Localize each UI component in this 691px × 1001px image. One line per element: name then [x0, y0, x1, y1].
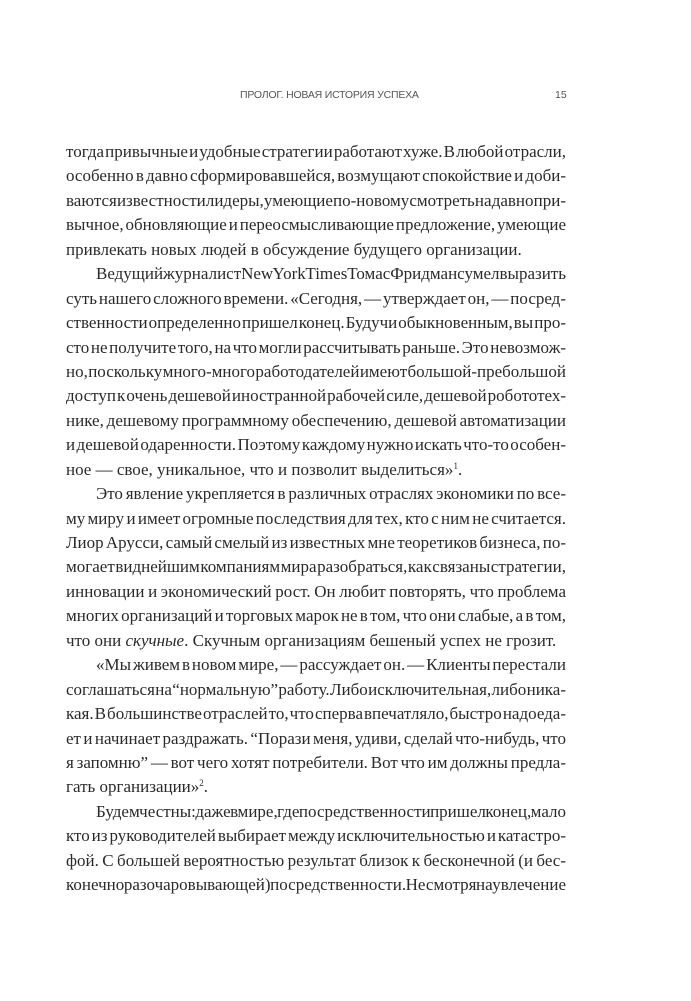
text-line: тогда привычные и удобные стратегии работают хуже. В любой отрасли, [66, 142, 566, 161]
paragraph-1 [66, 140, 566, 262]
footnote-marker[interactable]: 1 [453, 460, 458, 471]
text-line: соглашаться на “нормальную” работу. Либо исключительная, либо ника- [66, 679, 567, 699]
text-line [66, 775, 566, 799]
text-line: привлекать новых людей в обсуждение будущего организации. [66, 239, 522, 259]
text-line: суть нашего сложного времени. «Сегодня, — утверждает он, — посред- [66, 288, 566, 308]
text-line: нике, дешевому программному обеспечению, дешевой автоматизации [66, 410, 566, 430]
text-line: фой. С большей вероятностью результат близок к бесконечной (и бес- [66, 850, 566, 870]
text-line: кая. В большинстве отраслей то, что сперва впечатляло, быстро надоеда- [66, 704, 566, 724]
text-line: инновации и экономический рост. Он любит повторять, что проблема [66, 581, 566, 601]
text-line: му миру и имеет огромные последствия для тех, кто с ним не считается. [66, 508, 566, 528]
text-line: ваются известности лидеры, умеющие по-новому смотреть на давно при- [66, 190, 566, 210]
paragraph-3 [66, 482, 566, 653]
text-line: кто из руководителей выбирает между исключительностью и катастро- [66, 826, 566, 846]
paragraph-5 [66, 800, 566, 898]
text-line: особенно в давно сформировавшейся, возмущают спокойствие и доби- [66, 166, 566, 186]
text-line-content: что они [66, 630, 126, 650]
text-line: Это явление укрепляется в различных отраслях экономики по все- [96, 484, 566, 504]
text-line: сто не получите того, на что могли рассчитывать раньше. Это невозмож- [66, 337, 566, 357]
text-line-content: . Скучным организациям бешеный успех не грозит. [184, 630, 557, 650]
text-line-content: ное — свое, уникальное, что и позволит выделиться» [66, 459, 454, 479]
text-line: конечно разочаровывающей) посредственности. Несмотря на увлечение [66, 875, 566, 895]
paragraph-2 [66, 262, 566, 482]
text-line-content: гать организации» [66, 777, 200, 797]
text-line: ственности определенно пришел конец. Будучи обыкновенным, вы про- [66, 313, 566, 333]
text-line: Ведущий журналист New York Times Томас Фридман сумел выразить [96, 264, 566, 284]
text-line: ет и начинает раздражать. “Порази меня, удиви, сделай что-нибудь, что [66, 728, 566, 748]
paragraph-4 [66, 653, 566, 800]
body-text [66, 140, 566, 898]
text-line: я запомню” — вот чего хотят потребители. Вот что им должны предла- [66, 752, 566, 772]
line-punctuation: . [203, 777, 209, 797]
text-line: многих организаций и торговых марок не в том, что они слабые, а в том, [66, 606, 566, 626]
page-number: 15 [555, 89, 567, 101]
emphasized-word: скучные [125, 630, 185, 650]
running-head-title: ПРОЛОГ. НОВАЯ ИСТОРИЯ УСПЕХА [240, 89, 419, 101]
text-line: но, поскольку много-много работодателей имеют большой-пребольшой [66, 361, 566, 381]
line-punctuation: . [457, 459, 463, 479]
text-line [66, 458, 566, 482]
text-line: Лиор Арусси, самый смелый из известных мне теоретиков бизнеса, по- [66, 533, 566, 552]
text-line: «Мы живем в новом мире, — рассуждает он. — Клиенты перестали [96, 655, 566, 675]
footnote-marker[interactable]: 2 [199, 778, 204, 789]
text-line: доступ к очень дешевой иностранной рабочей силе, дешевой робототех- [66, 386, 566, 406]
text-line: Будем честны: даже в мире, где посредственности пришел конец, мало [96, 801, 566, 821]
text-line: вычное, обновляющие и переосмысливающие предложение, умеющие [66, 215, 566, 235]
text-line: могает виднейшим компаниям мира разобраться, как связаны стратегии, [66, 557, 566, 577]
text-line: и дешевой одаренности. Поэтому каждому нужно искать что-то особен- [66, 435, 566, 455]
text-line [66, 629, 566, 653]
